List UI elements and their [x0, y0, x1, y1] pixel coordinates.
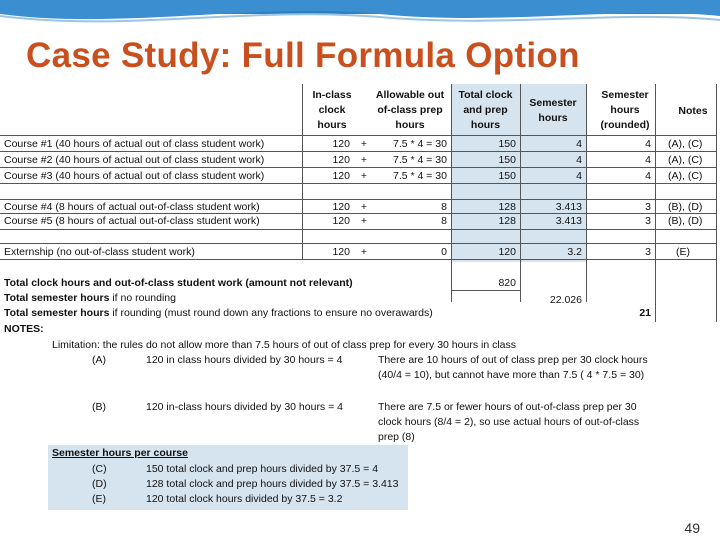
semester-value: 4: [576, 154, 582, 166]
semester-rounded-value: 3: [645, 201, 651, 213]
allowable-value: 7.5 * 4 = 30: [392, 170, 447, 182]
header-total: Total clock and prep hours: [458, 89, 513, 131]
plus-sign: +: [360, 201, 368, 213]
grid-line: [0, 259, 716, 260]
total-value: 150: [498, 138, 516, 150]
note-b-expl-1: There are 7.5 or fewer hours of out-of-class prep per 30: [378, 401, 637, 413]
header-semester-rounded: Semester hours (rounded): [600, 89, 650, 131]
page-number: 49: [684, 520, 700, 536]
header-inclass: In-class clock hours: [312, 89, 352, 131]
semester-rounded-value: 4: [645, 170, 651, 182]
plus-sign: +: [360, 138, 368, 150]
total-value: 128: [498, 201, 516, 213]
grid-line: [0, 135, 716, 136]
note-a-expl-2: (40/4 = 10), but cannot have more than 7.5 ( 4 * 7.5 = 30): [378, 369, 645, 381]
total-clock-value: 820: [498, 277, 516, 289]
grid-line: [0, 199, 716, 200]
note-b-label: (B): [92, 401, 106, 413]
allowable-value: 8: [441, 201, 447, 213]
total-value: 120: [498, 246, 516, 258]
note-a-label: (A): [92, 354, 106, 366]
grid-line: [0, 183, 716, 184]
note-c-text: 150 total clock and prep hours divided by 37.5 = 4: [146, 463, 379, 475]
inclass-value: 120: [332, 215, 350, 227]
note-b-expl-3: prep (8): [378, 431, 415, 443]
total-semester-value: 22.026: [549, 294, 582, 306]
grid-line: [451, 290, 521, 291]
semester-rounded-value: 4: [645, 138, 651, 150]
total-semester-rounded-value: 21: [639, 307, 651, 319]
total-value: 150: [498, 154, 516, 166]
semester-rounded-value: 3: [645, 215, 651, 227]
slide-title: Case Study: Full Formula Option: [26, 36, 580, 75]
top-banner: [0, 0, 720, 30]
plus-sign: +: [360, 215, 368, 227]
note-b-expl-2: clock hours (8/4 = 2), so use actual hours of out-of-class: [378, 416, 640, 428]
notes-value: (A), (C): [668, 154, 703, 166]
notes-heading: NOTES:: [4, 323, 44, 335]
note-b-text: 120 in-class hours divided by 30 hours = 4: [146, 401, 343, 413]
header-semester: Semester hours: [529, 97, 577, 124]
total-semester-rounded-label: [4, 307, 433, 319]
grid-line: [0, 167, 716, 168]
grid-line: [0, 229, 716, 230]
row-label: Course #5 (8 hours of actual out-of-class student work): [4, 215, 260, 227]
inclass-value: 120: [332, 138, 350, 150]
row-label: Course #2 (40 hours of actual out of class student work): [4, 154, 265, 166]
note-d-text: 128 total clock and prep hours divided by 37.5 = 3.413: [146, 478, 399, 490]
notes-value: (E): [676, 246, 690, 258]
note-d-label: (D): [92, 478, 107, 490]
notes-value: (B), (D): [668, 201, 703, 213]
total-semester-rounded-label-rest: if rounding (must round down any fractions to ensure no overawards): [109, 307, 433, 319]
semester-value: 3.413: [555, 215, 582, 227]
semester-value: 3.2: [567, 246, 582, 258]
wave-decoration: [0, 0, 720, 30]
row-label: Course #4 (8 hours of actual out-of-class student work): [4, 201, 260, 213]
total-value: 150: [498, 170, 516, 182]
total-semester-label-rest: if no rounding: [109, 292, 176, 304]
plus-sign: +: [360, 154, 368, 166]
semester-value: 4: [576, 138, 582, 150]
note-a-text: 120 in class hours divided by 30 hours = 4: [146, 354, 343, 366]
allowable-value: 0: [441, 246, 447, 258]
notes-section: [0, 323, 720, 510]
total-value: 128: [498, 215, 516, 227]
allowable-value: 7.5 * 4 = 30: [392, 154, 447, 166]
grid-line: [716, 84, 717, 322]
notes-value: (A), (C): [668, 138, 703, 150]
row-label: Course #3 (40 hours of actual out of class student work): [4, 170, 265, 182]
note-a-expl-1: There are 10 hours of out of class prep per 30 clock hours: [378, 354, 648, 366]
inclass-value: 120: [332, 201, 350, 213]
semester-hours-heading: Semester hours per course: [52, 447, 188, 459]
total-semester-label-bold: Total semester hours: [4, 292, 110, 304]
grid-line: [0, 151, 716, 152]
inclass-value: 120: [332, 170, 350, 182]
notes-value: (A), (C): [668, 170, 703, 182]
total-clock-label: Total clock hours and out-of-class student work (amount not relevant): [4, 277, 353, 289]
note-e-label: (E): [92, 493, 106, 505]
semester-value: 3.413: [555, 201, 582, 213]
limitation-note: Limitation: the rules do not allow more than 7.5 hours of out of class prep for every 30 hours in class: [52, 339, 516, 351]
semester-rounded-value: 3: [645, 246, 651, 258]
semester-value: 4: [576, 170, 582, 182]
allowable-value: 7.5 * 4 = 30: [392, 138, 447, 150]
plus-sign: +: [360, 246, 368, 258]
grid-line: [586, 84, 587, 302]
formula-table: [0, 84, 720, 344]
row-label: Externship (no out-of-class student work): [4, 246, 195, 258]
inclass-value: 120: [332, 154, 350, 166]
header-notes: Notes: [678, 105, 708, 117]
semester-rounded-value: 4: [645, 154, 651, 166]
note-e-text: 120 total clock hours divided by 37.5 = 3.2: [146, 493, 343, 505]
plus-sign: +: [360, 170, 368, 182]
allowable-value: 8: [441, 215, 447, 227]
notes-value: (B), (D): [668, 215, 703, 227]
row-label: Course #1 (40 hours of actual out of class student work): [4, 138, 265, 150]
header-allowable: Allowable out of-class prep hours: [375, 89, 445, 131]
inclass-value: 120: [332, 246, 350, 258]
grid-line: [0, 243, 716, 244]
note-c-label: (C): [92, 463, 107, 475]
grid-line: [0, 213, 716, 214]
total-semester-label: [4, 292, 176, 304]
total-semester-rounded-label-bold: Total semester hours: [4, 307, 110, 319]
